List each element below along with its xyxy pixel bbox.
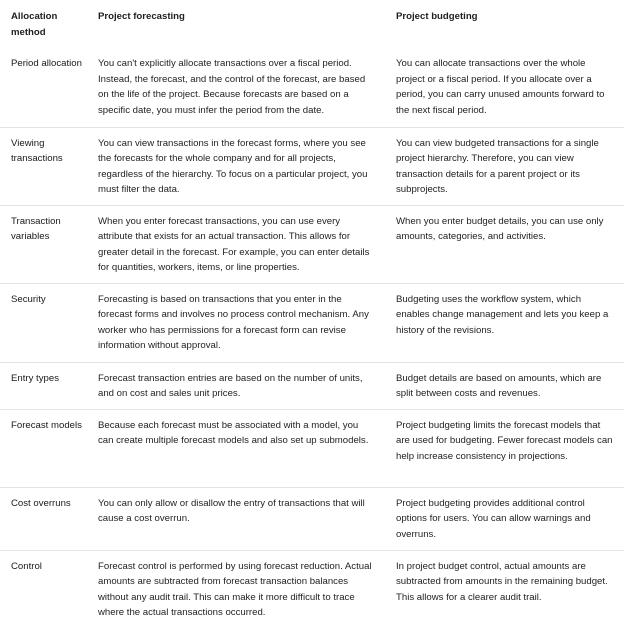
row-forecasting: Because each forecast must be associated with a model, you can create multiple forecast models and also set up submodels. — [89, 409, 388, 487]
row-method: Forecast models — [0, 409, 89, 487]
header-project-forecasting: Project forecasting — [98, 11, 185, 22]
row-forecasting: When you enter forecast transactions, you can use every attribute that exists for an actual transaction. This allows for greater detail in the forecast. For example, you can enter details for quantities, workers, items, or line properties. — [89, 205, 388, 283]
header-row — [0, 0, 624, 48]
header-project-budgeting: Project budgeting — [396, 11, 478, 22]
row-forecasting: You can't explicitly allocate transactions over a fiscal period. Instead, the forecast, and the control of the forecast, are based on the life of the project. Because forecasts are based on a specific date, you must infer the period from the date. — [98, 58, 366, 116]
table-row — [0, 487, 624, 550]
row-method: Control — [0, 550, 89, 626]
row-budgeting: When you enter budget details, you can use only amounts, categories, and activities. — [388, 205, 624, 283]
table-row — [0, 127, 624, 205]
row-budgeting: Project budgeting limits the forecast models that are used for budgeting. Fewer forecast models can help increase consistency in projections. — [388, 409, 624, 487]
row-forecasting: Forecast control is performed by using forecast reduction. Actual amounts are subtracted from forecast transaction balances without any audit trail. This can make it more difficult to trace where the actual transactions occurred. — [89, 550, 388, 626]
row-budgeting: You can view budgeted transactions for a single project hierarchy. Therefore, you can view transaction details for a parent project or its subprojects. — [388, 127, 624, 205]
header-allocation-method: Allocation method — [11, 11, 58, 38]
table-row — [0, 283, 624, 362]
row-forecasting: You can view transactions in the forecast forms, where you see the forecasts for the whole company and for all projects, regardless of the hierarchy. To focus on a particular project, you must filter the data. — [89, 127, 388, 205]
table-row — [0, 409, 624, 487]
row-method: Cost overruns — [0, 487, 89, 550]
row-forecasting: You can only allow or disallow the entry of transactions that will cause a cost overrun. — [89, 487, 388, 550]
table-row — [0, 550, 624, 626]
row-budgeting: Budget details are based on amounts, which are split between costs and revenues. — [388, 362, 624, 409]
row-method: Entry types — [0, 362, 89, 409]
row-forecasting: Forecasting is based on transactions that you enter in the forecast forms and involves no process control mechanism. Any worker who has permissions for a forecast form can revise information without approval. — [89, 283, 388, 362]
row-forecasting: Forecast transaction entries are based on the number of units, and on cost and sales unit prices. — [89, 362, 388, 409]
row-method: Viewing transactions — [0, 127, 89, 205]
row-method: Period allocation — [11, 58, 82, 69]
row-method: Security — [0, 283, 89, 362]
row-budgeting: You can allocate transactions over the whole project or a fiscal period. If you allocate over a period, you can carry unused amounts forward to the next fiscal period. — [396, 58, 605, 116]
table-row — [0, 362, 624, 409]
row-budgeting: Project budgeting provides additional control options for users. You can allow warnings and overruns. — [388, 487, 624, 550]
row-budgeting: Budgeting uses the workflow system, which enables change management and lets you keep a history of the revisions. — [388, 283, 624, 362]
row-method: Transaction variables — [0, 205, 89, 283]
row-budgeting: In project budget control, actual amounts are subtracted from amounts in the remaining budget. This allows for a clearer audit trail. — [388, 550, 624, 626]
table-row — [0, 48, 624, 127]
table-row — [0, 205, 624, 283]
